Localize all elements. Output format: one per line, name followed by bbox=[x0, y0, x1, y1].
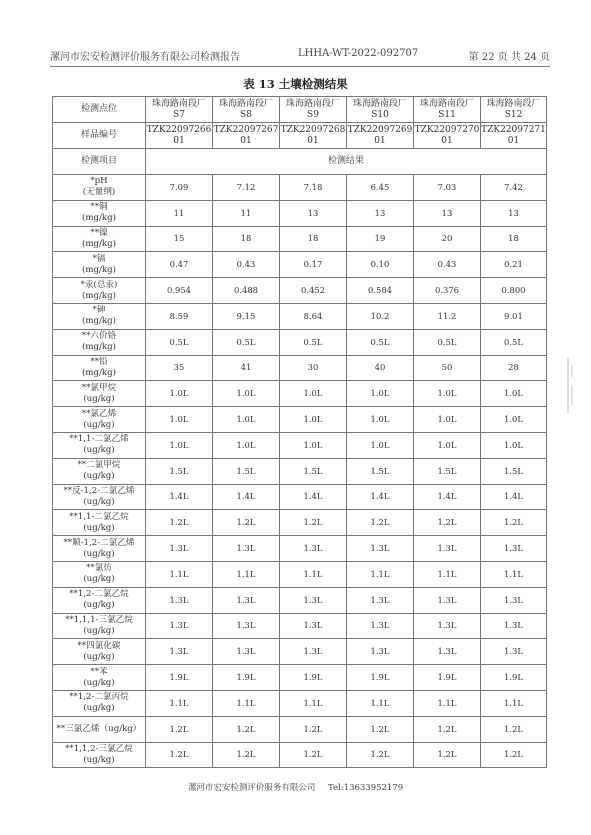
value-cell: 1.1L bbox=[213, 561, 280, 587]
point-cell-line2: S7 bbox=[173, 109, 185, 120]
item-unit: (ug/kg) bbox=[83, 651, 115, 662]
table-row bbox=[53, 690, 547, 716]
table-row bbox=[53, 278, 547, 304]
value-cell: 1.2L bbox=[347, 510, 414, 536]
sample-cell-line1: TZK22097266 bbox=[146, 124, 212, 135]
value-cell: 50 bbox=[414, 355, 481, 381]
value-cell: 18 bbox=[280, 226, 347, 252]
header-page-number: 第 22 页 共 24 页 bbox=[468, 52, 550, 63]
table-row bbox=[53, 329, 547, 355]
value-cell: 1.2L bbox=[280, 716, 347, 742]
value-cell: 0.376 bbox=[414, 278, 481, 304]
value-cell: 1.0L bbox=[280, 381, 347, 407]
sample-cell-line2: 01 bbox=[441, 135, 453, 146]
item-unit: (ug/kg) bbox=[83, 625, 115, 636]
item-unit: (mg/kg) bbox=[82, 316, 116, 327]
value-cell: 1.2L bbox=[146, 742, 213, 768]
item-name: **六价铬 bbox=[81, 331, 117, 342]
value-cell: 1.3L bbox=[213, 536, 280, 562]
item-name-cell bbox=[53, 742, 146, 768]
item-name: *砷 bbox=[92, 305, 106, 316]
value-cell: 18 bbox=[481, 226, 547, 252]
point-cell-line2: S8 bbox=[240, 109, 252, 120]
value-cell: 1.3L bbox=[347, 639, 414, 665]
value-cell: 41 bbox=[213, 355, 280, 381]
item-name-cell bbox=[53, 432, 146, 458]
value-cell: 1.4L bbox=[213, 484, 280, 510]
value-cell: 7.42 bbox=[481, 175, 547, 201]
value-cell: 11 bbox=[146, 200, 213, 226]
value-cell: 1.2L bbox=[213, 510, 280, 536]
value-cell: 1.2L bbox=[481, 742, 547, 768]
item-name: **二氯甲烷 bbox=[77, 460, 121, 471]
item-name: **氯甲烷 bbox=[81, 382, 117, 393]
point-cell bbox=[280, 97, 347, 123]
table-row bbox=[53, 303, 547, 329]
value-cell: 7.09 bbox=[146, 175, 213, 201]
margin-scan-mark bbox=[565, 355, 577, 415]
value-cell: 0.5L bbox=[280, 329, 347, 355]
item-name-cell bbox=[53, 329, 146, 355]
value-cell: 13 bbox=[481, 200, 547, 226]
value-cell: 1.1L bbox=[414, 561, 481, 587]
item-name-cell bbox=[53, 716, 146, 742]
value-cell: 1.0L bbox=[481, 432, 547, 458]
point-cell-line2: S12 bbox=[504, 109, 523, 120]
table-row bbox=[53, 252, 547, 278]
header-company: 漯河市宏安检测评价服务有限公司检测报告 bbox=[50, 52, 240, 63]
point-cell-line2: S9 bbox=[307, 109, 319, 120]
item-name-cell bbox=[53, 639, 146, 665]
value-cell: 1.0L bbox=[414, 432, 481, 458]
value-cell: 1.2L bbox=[481, 716, 547, 742]
value-cell: 1.3L bbox=[481, 536, 547, 562]
point-cell-line2: S11 bbox=[438, 109, 456, 120]
point-cell-line2: S10 bbox=[371, 109, 389, 120]
value-cell: 1.1L bbox=[347, 690, 414, 716]
item-name: **反-1,2-二氯乙烯 bbox=[63, 485, 135, 496]
value-cell: 1.5L bbox=[481, 458, 547, 484]
item-unit: (mg/kg) bbox=[82, 264, 116, 275]
value-cell: 1.2L bbox=[347, 742, 414, 768]
item-name-cell bbox=[53, 303, 146, 329]
item-name: **苯 bbox=[90, 666, 108, 677]
value-cell: 1.0L bbox=[414, 381, 481, 407]
point-cell bbox=[414, 97, 481, 123]
item-unit: (ug/kg) bbox=[83, 600, 115, 611]
table-row bbox=[53, 407, 547, 433]
item-name: **1,1,2-三氯乙烷 bbox=[65, 743, 133, 754]
value-cell: 1.3L bbox=[481, 639, 547, 665]
item-unit: (mg/kg) bbox=[82, 342, 116, 353]
item-name-cell bbox=[53, 613, 146, 639]
value-cell: 1.1L bbox=[146, 690, 213, 716]
value-cell: 1.2L bbox=[414, 742, 481, 768]
table-row bbox=[53, 613, 547, 639]
sample-cell-line1: TZK22097270 bbox=[414, 124, 480, 135]
value-cell: 9.01 bbox=[481, 303, 547, 329]
value-cell: 1.2L bbox=[146, 716, 213, 742]
value-cell: 1.0L bbox=[347, 432, 414, 458]
value-cell: 1.2L bbox=[481, 510, 547, 536]
item-name-cell bbox=[53, 355, 146, 381]
value-cell: 1.2L bbox=[280, 742, 347, 768]
item-unit: (ug/kg) bbox=[83, 445, 115, 456]
value-cell: 1.3L bbox=[414, 639, 481, 665]
table-row bbox=[53, 432, 547, 458]
item-name: **1,2-二氯乙烷 bbox=[69, 589, 129, 600]
item-name-cell bbox=[53, 690, 146, 716]
value-cell: 0.5L bbox=[481, 329, 547, 355]
table-row bbox=[53, 355, 547, 381]
value-cell: 1.3L bbox=[146, 639, 213, 665]
table-row bbox=[53, 484, 547, 510]
value-cell: 1.3L bbox=[347, 536, 414, 562]
value-cell: 1.3L bbox=[481, 613, 547, 639]
value-cell: 0.584 bbox=[347, 278, 414, 304]
footer-company: 漯河市宏安检测评价服务有限公司 bbox=[187, 783, 316, 793]
value-cell: 1.0L bbox=[280, 407, 347, 433]
value-cell: 8.64 bbox=[280, 303, 347, 329]
value-cell: 1.1L bbox=[481, 690, 547, 716]
item-name-cell bbox=[53, 536, 146, 562]
value-cell: 1.0L bbox=[280, 432, 347, 458]
value-cell: 1.0L bbox=[213, 407, 280, 433]
point-cell-line1: 珠海路南段厂 bbox=[151, 98, 206, 109]
value-cell: 1.9L bbox=[414, 665, 481, 691]
item-unit: (ug/kg) bbox=[83, 496, 115, 507]
value-cell: 0.800 bbox=[481, 278, 547, 304]
value-cell: 13 bbox=[347, 200, 414, 226]
item-name: **1,2-二氯丙烷 bbox=[69, 692, 129, 703]
value-cell: 1.0L bbox=[347, 381, 414, 407]
item-name: **氯乙烯 bbox=[81, 408, 117, 419]
table-row bbox=[53, 458, 547, 484]
item-name: **1,1,1-三氯乙烷 bbox=[65, 614, 133, 625]
value-cell: 40 bbox=[347, 355, 414, 381]
item-name-cell bbox=[53, 665, 146, 691]
value-cell: 1.0L bbox=[213, 432, 280, 458]
sample-cell-line2: 01 bbox=[240, 135, 252, 146]
value-cell: 1.1L bbox=[481, 561, 547, 587]
sample-cell-line2: 01 bbox=[374, 135, 386, 146]
item-name: **铜 bbox=[90, 202, 108, 213]
value-cell: 1.3L bbox=[146, 536, 213, 562]
value-cell: 1.1L bbox=[213, 690, 280, 716]
item-unit: (ug/kg) bbox=[83, 548, 115, 559]
sample-cell-line1: TZK22097267 bbox=[213, 124, 279, 135]
item-unit: (ug/kg) bbox=[83, 677, 115, 688]
table-row bbox=[53, 639, 547, 665]
footer-tel: Tel:13633952179 bbox=[328, 783, 404, 793]
table-row bbox=[53, 226, 547, 252]
value-cell: 1.5L bbox=[213, 458, 280, 484]
value-cell: 1.3L bbox=[414, 613, 481, 639]
item-name: *pH bbox=[90, 176, 108, 187]
value-cell: 1.0L bbox=[146, 381, 213, 407]
point-cell bbox=[213, 97, 280, 123]
value-cell: 1.0L bbox=[347, 407, 414, 433]
value-cell: 1.4L bbox=[347, 484, 414, 510]
value-cell: 1.4L bbox=[146, 484, 213, 510]
item-header-row bbox=[53, 149, 547, 175]
value-cell: 1.3L bbox=[481, 587, 547, 613]
item-name-cell bbox=[53, 175, 146, 201]
sample-cell-line1: TZK22097271 bbox=[481, 124, 546, 135]
value-cell: 7.03 bbox=[414, 175, 481, 201]
value-cell: 1.3L bbox=[414, 587, 481, 613]
value-cell: 1.9L bbox=[213, 665, 280, 691]
value-cell: 1.3L bbox=[280, 613, 347, 639]
sample-cell-line2: 01 bbox=[307, 135, 319, 146]
sample-cell bbox=[213, 123, 280, 149]
point-cell-line1: 珠海路南段厂 bbox=[486, 98, 541, 109]
value-cell: 1.0L bbox=[481, 407, 547, 433]
value-cell: 0.43 bbox=[213, 252, 280, 278]
item-name-cell bbox=[53, 458, 146, 484]
value-cell: 1.3L bbox=[414, 536, 481, 562]
sample-cell bbox=[481, 123, 547, 149]
value-cell: 1.5L bbox=[347, 458, 414, 484]
item-unit: (mg/kg) bbox=[82, 290, 116, 301]
point-cell-line1: 珠海路南段厂 bbox=[419, 98, 474, 109]
value-cell: 35 bbox=[146, 355, 213, 381]
item-unit: (ug/kg) bbox=[83, 471, 115, 482]
value-cell: 1.0L bbox=[146, 432, 213, 458]
item-unit: (mg/kg) bbox=[82, 213, 116, 224]
value-cell: 0.5L bbox=[414, 329, 481, 355]
value-cell: 1.2L bbox=[414, 716, 481, 742]
value-cell: 1.5L bbox=[146, 458, 213, 484]
value-cell: 1.3L bbox=[213, 639, 280, 665]
table-row bbox=[53, 200, 547, 226]
value-cell: 1.1L bbox=[280, 690, 347, 716]
value-cell: 1.3L bbox=[347, 613, 414, 639]
value-cell: 0.5L bbox=[347, 329, 414, 355]
item-name: **四氯化碳 bbox=[77, 640, 121, 651]
item-name: *汞(总汞) bbox=[80, 279, 118, 290]
result-label: 检测结果 bbox=[146, 149, 547, 175]
sample-cell-line1: TZK22097269 bbox=[347, 124, 413, 135]
point-row bbox=[53, 97, 547, 123]
point-cell bbox=[146, 97, 213, 123]
item-name-cell bbox=[53, 484, 146, 510]
point-cell-line1: 珠海路南段厂 bbox=[218, 98, 273, 109]
sample-label: 样品编号 bbox=[53, 123, 146, 149]
item-name: **镍 bbox=[90, 227, 108, 238]
value-cell: 0.5L bbox=[146, 329, 213, 355]
value-cell: 1.9L bbox=[280, 665, 347, 691]
point-cell-line1: 珠海路南段厂 bbox=[285, 98, 340, 109]
value-cell: 1.3L bbox=[213, 613, 280, 639]
value-cell: 1.5L bbox=[414, 458, 481, 484]
value-cell: 11.2 bbox=[414, 303, 481, 329]
value-cell: 1.3L bbox=[280, 536, 347, 562]
point-cell-line1: 珠海路南段厂 bbox=[352, 98, 407, 109]
table-row bbox=[53, 175, 547, 201]
value-cell: 1.1L bbox=[414, 690, 481, 716]
value-cell: 9.15 bbox=[213, 303, 280, 329]
sample-cell bbox=[347, 123, 414, 149]
table-row bbox=[53, 536, 547, 562]
value-cell: 0.488 bbox=[213, 278, 280, 304]
value-cell: 0.954 bbox=[146, 278, 213, 304]
item-name-cell bbox=[53, 587, 146, 613]
table-row bbox=[53, 510, 547, 536]
item-unit: (ug/kg) bbox=[83, 419, 115, 430]
sample-cell-line1: TZK22097268 bbox=[280, 124, 346, 135]
point-cell bbox=[347, 97, 414, 123]
item-name: **顺-1,2-二氯乙烯 bbox=[63, 537, 135, 548]
value-cell: 1.0L bbox=[146, 407, 213, 433]
table-row bbox=[53, 381, 547, 407]
item-unit: (mg/kg) bbox=[82, 367, 116, 378]
value-cell: 20 bbox=[414, 226, 481, 252]
table-row bbox=[53, 742, 547, 768]
value-cell: 13 bbox=[280, 200, 347, 226]
item-name-cell bbox=[53, 561, 146, 587]
sample-row bbox=[53, 123, 547, 149]
value-cell: 0.452 bbox=[280, 278, 347, 304]
value-cell: 1.9L bbox=[146, 665, 213, 691]
item-name: *镉 bbox=[92, 253, 106, 264]
page-footer bbox=[0, 781, 591, 793]
table-title: 表 13 土壤检测结果 bbox=[243, 77, 348, 91]
sample-cell bbox=[146, 123, 213, 149]
item-unit: (mg/kg) bbox=[82, 238, 116, 249]
value-cell: 1.2L bbox=[213, 742, 280, 768]
value-cell: 13 bbox=[414, 200, 481, 226]
value-cell: 0.21 bbox=[481, 252, 547, 278]
value-cell: 1.3L bbox=[213, 587, 280, 613]
sample-cell-line2: 01 bbox=[507, 135, 520, 146]
page-header bbox=[50, 48, 550, 67]
table-row bbox=[53, 587, 547, 613]
item-name-cell bbox=[53, 510, 146, 536]
item-name: **1,1-二氯乙烯 bbox=[69, 434, 129, 445]
value-cell: 6.45 bbox=[347, 175, 414, 201]
value-cell: 1.2L bbox=[280, 510, 347, 536]
value-cell: 1.3L bbox=[280, 587, 347, 613]
value-cell: 10.2 bbox=[347, 303, 414, 329]
value-cell: 1.1L bbox=[347, 561, 414, 587]
value-cell: 1.4L bbox=[280, 484, 347, 510]
value-cell: 1.1L bbox=[146, 561, 213, 587]
value-cell: 1.5L bbox=[280, 458, 347, 484]
value-cell: 28 bbox=[481, 355, 547, 381]
point-label: 检测点位 bbox=[53, 97, 146, 123]
item-label: 检测项目 bbox=[53, 149, 146, 175]
value-cell: 1.2L bbox=[146, 510, 213, 536]
item-unit: (ug/kg) bbox=[83, 522, 115, 533]
value-cell: 1.3L bbox=[146, 613, 213, 639]
value-cell: 8.59 bbox=[146, 303, 213, 329]
value-cell: 1.2L bbox=[213, 716, 280, 742]
item-name-cell bbox=[53, 226, 146, 252]
item-unit: (ug/kg) bbox=[83, 703, 115, 714]
value-cell: 1.4L bbox=[414, 484, 481, 510]
value-cell: 0.10 bbox=[347, 252, 414, 278]
sample-cell bbox=[414, 123, 481, 149]
value-cell: 1.1L bbox=[280, 561, 347, 587]
table-row bbox=[53, 716, 547, 742]
value-cell: 1.3L bbox=[347, 587, 414, 613]
value-cell: 0.5L bbox=[213, 329, 280, 355]
soil-results-table bbox=[52, 96, 547, 768]
value-cell: 7.18 bbox=[280, 175, 347, 201]
value-cell: 1.0L bbox=[481, 381, 547, 407]
item-name-cell bbox=[53, 278, 146, 304]
item-name-cell bbox=[53, 200, 146, 226]
item-name-cell bbox=[53, 252, 146, 278]
value-cell: 0.47 bbox=[146, 252, 213, 278]
value-cell: 1.9L bbox=[347, 665, 414, 691]
item-name: **1,1-二氯乙烷 bbox=[69, 511, 129, 522]
value-cell: 15 bbox=[146, 226, 213, 252]
value-cell: 18 bbox=[213, 226, 280, 252]
item-name-cell bbox=[53, 407, 146, 433]
item-unit: (ug/kg) bbox=[83, 754, 115, 765]
value-cell: 0.17 bbox=[280, 252, 347, 278]
item-unit: (ug/kg) bbox=[83, 393, 115, 404]
header-report-no: LHHA-WT-2022-092707 bbox=[298, 48, 419, 59]
item-name: **铅 bbox=[90, 356, 108, 367]
table-row bbox=[53, 665, 547, 691]
value-cell: 1.3L bbox=[280, 639, 347, 665]
value-cell: 0.43 bbox=[414, 252, 481, 278]
value-cell: 1.0L bbox=[414, 407, 481, 433]
item-unit: (无量纲) bbox=[82, 187, 116, 198]
value-cell: 19 bbox=[347, 226, 414, 252]
value-cell: 1.0L bbox=[213, 381, 280, 407]
item-unit: (ug/kg) bbox=[83, 574, 115, 585]
value-cell: 30 bbox=[280, 355, 347, 381]
point-cell bbox=[481, 97, 547, 123]
value-cell: 1.2L bbox=[414, 510, 481, 536]
item-name: **三氯乙烯（ug/kg） bbox=[56, 723, 142, 734]
value-cell: 1.3L bbox=[146, 587, 213, 613]
value-cell: 1.9L bbox=[481, 665, 547, 691]
value-cell: 1.2L bbox=[347, 716, 414, 742]
item-name: **氯仿 bbox=[86, 563, 112, 574]
value-cell: 1.4L bbox=[481, 484, 547, 510]
sample-cell bbox=[280, 123, 347, 149]
table-row bbox=[53, 561, 547, 587]
sample-cell-line2: 01 bbox=[173, 135, 185, 146]
value-cell: 11 bbox=[213, 200, 280, 226]
value-cell: 7.12 bbox=[213, 175, 280, 201]
item-name-cell bbox=[53, 381, 146, 407]
